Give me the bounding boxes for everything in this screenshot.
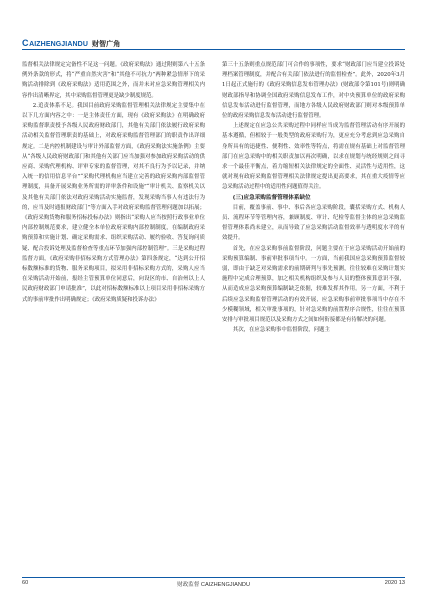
paragraph: 第三十五条则重点规范部门可合作的事项性，要求“财政部门应当建立投诉处理档案管理制度，并配合有关部门依法进行的监督检查”。此外，2020年3月1日起正式施行的《政府采购信息发布管理办法》(财政部令第101号)则明确财政部指导和协调全国政府采购信息发布工作，对中央预算单位的政府采购信息发布活动进行监督管理，而地方各级人民政府财政部门则对本级预算单位的政府采购信息发布活动进行监督管理。 [222, 62, 405, 120]
logo-text: AIZHENGJIANDU [29, 41, 88, 48]
paragraph: 首先，在应急采购事前监督阶段，问题主要在于应急采购活动开始前的采购预算编制、事前审批事项当中。一方面，当前我国应急采购预算监督较弱，即由于缺乏对采购需求的前期研判与事先预测，往往较难在采购计划实施程中完成合理预算，加之相关机构组织及参与人员的整体预算意识不强，从而造成应急采购预算编制缺乏依据，较难发挥其作用。另一方面，不利于后续应急采购监督管理活动的有效开展，应急采购事前审批事项当中存在不少模糊领域，相关审批事项的，针对急采购的前置程序合规性，往往在预算安排与审批项目规范以及采购方式之间如何衔接都是有待解决的问题。 [222, 245, 405, 324]
right-column [222, 60, 405, 335]
paragraph: 目前，覆盖事前、事中、事后各应急采购阶段，囊括采购方式、机构人员、流程环节等管理内容，兼顾制度、审计、纪检等监督主体的应急采购监督管理体系尚未建立，从而导致了应急采购活动监督效率与透明度水平的有效提升。 [222, 204, 405, 242]
page-number: 60 [22, 580, 29, 586]
paragraph: 其次，在应急采购事中监督阶段，问题主 [232, 327, 330, 334]
section-heading: (三)应急采购监督管理体系缺位 [232, 194, 311, 201]
footer-rule [22, 577, 405, 578]
header-rule [22, 49, 405, 50]
paragraph: 监督相关法律规定完备性不足这一问题。《政府采购法》通过附则第八十五条例外条款的形式，将“严重自然灾害”和“其他不可抗力”两种紧急情形下的采购活动排除到《政府采购法》适用范围之外，而并未对应急采购管理相关内容作出清晰界定，其中采购监督管理更是缺少制度规范。 [22, 62, 205, 99]
page-header [0, 38, 427, 48]
logo-letter: C [22, 38, 29, 48]
section-title: 财智广角 [91, 41, 121, 48]
footer-issue: 2020 13 [384, 580, 405, 586]
paragraph: 上述规定在应急公共采购过程中同样应当成为监督管理活动有序开展的基本遵循，但相较于一般类型的政府采购行为，更应充分考虑到应急采购自身所具有的迅捷性、便利性、效率性等特点，将需在规有基础上对监督管理部门在应急采购中的相关职责加以再次明确，以求在规划与统经规则之间寻求一个最佳平衡点，着力缩短相关法律规定的全面性、灵活性与适用性，这就对现有政府采购监督管理相关法律规定提出更高要求，其在重大疫情等应急采购活动过程中的适用性问题值得关注。 [222, 123, 405, 191]
paragraph: 2.追责体系不足。我国目前政府采购监督管理相关法律规定主要集中在以下几方面内容之中：一是主体责任方面，现有《政府采购法》在明确政府采购监督职责授予各级人民政府财政部门，其他有关部门依法履行政府采购活动相关监督管理职责的基础上，对政府采购监督管理部门的职责作出详细规定。二是内控机制建设与审计外部监督方面，《政府采购法实施条例》主要从“各级人民政府财政部门和其他有关部门应当加强对参加政府采购活动的供应商、采购代理机构、评审专家的监督管理，对其不良行为予以记录，并纳入统一的信用信息平台”“采购代理机构应当建立完善的政府采购内部监督管理制度，具备开展采购业务所需的评审条件和设施”“审计机关、监察机关以及其他有关部门依法对政府采购活动实施监督，发现采购当事人有违法行为的，应当及时通报财政部门”等方面入手对政府采购监督管理问题加以拓展；《政府采购货物和服务招标投标办法》则指出“采购人应当按照行政事业单位内部控制规范要求，建立健全本单位政府采购内部控制制度，在编制政府采购预算和实施计划、确定采购需求、组织采购活动、履约验收、答复询问质疑、配合投诉处理及监督检查等重点环节加强内部控制管理”。三是采购过程监督方面，《政府采购非招标采购方式管理办法》第四条规定，“达到公开招标数额标准的货物、服务采购项目，拟采用非招标采购方式的，采购人应当在采购活动开始前，报经主管预算单位同意后，向设区的市、自治州以上人民政府财政部门申请批准”，以此对招标数额标准以上项目采用非招标采购方式的事前审批作出明确规定；《政府采购质疑和投诉办法》 [22, 102, 205, 303]
footer-journal: 财政监督 CAIZHENGJIANDU [176, 582, 251, 588]
page-footer [0, 577, 427, 589]
journal-logo [22, 38, 120, 49]
left-column [22, 60, 205, 305]
